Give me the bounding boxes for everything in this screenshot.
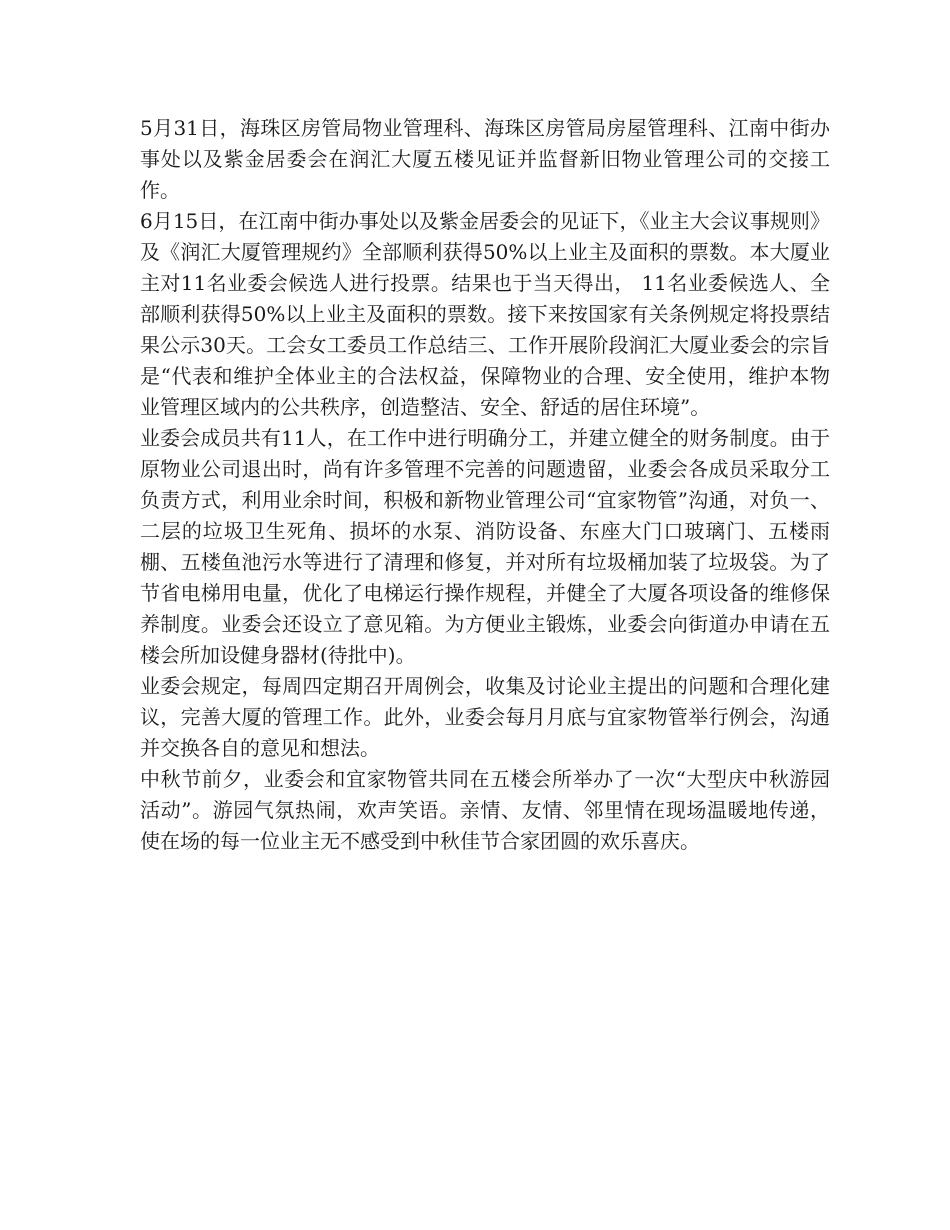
paragraph-committee-work: 业委会成员共有11人，在工作中进行明确分工，并建立健全的财务制度。由于原物业公司退出时，尚有许多管理不完善的问题遗留，业委会各成员采取分工负责方式，利用业余时间，积极和新物业管理公司“宜家物管”沟通，对负一、二层的垃圾卫生死角、损坏的水泵、消防设备、东座大门口玻璃门、五楼雨棚、五楼鱼池污水等进行了清理和修复，并对所有垃圾桶加装了垃圾袋。为了节省电梯用电量，优化了电梯运行操作规程，并健全了大厦各项设备的维修保养制度。业委会还设立了意见箱。为方便业主锻炼，业委会向街道办申请在五楼会所加设健身器材(待批中)。 (140, 426, 830, 667)
document-body (140, 113, 830, 857)
paragraph-mid-autumn: 中秋节前夕，业委会和宜家物管共同在五楼会所举办了一次“大型庆中秋游园活动”。游园气氛热闹，欢声笑语。亲情、友情、邻里情在现场温暖地传递，使在场的每一位业主无不感受到中秋佳节合家团圆的欢乐喜庆。 (140, 767, 830, 853)
paragraph-weekly-meeting: 业委会规定，每周四定期召开周例会，收集及讨论业主提出的问题和合理化建议，完善大厦的管理工作。此外，业委会每月月底与宜家物管举行例会，沟通并交换各自的意见和想法。 (140, 674, 830, 760)
paragraph-voting: 6月15日，在江南中街办事处以及紫金居委会的见证下，《业主大会议事规则》及《润汇大厦管理规约》全部顺利获得50%以上业主及面积的票数。本大厦业主对11名业委会候选人进行投票。结果也于当天得出， 11名业委候选人、全部顺利获得50%以上业主及面积的票数。接下来按国家有关条例规定将投票结果公示30天。工会女工委员工作总结三、工作开展阶段润汇大厦业委会的宗旨是“代表和维护全体业主的合法权益，保障物业的合理、安全使用，维护本物业管理区域内的公共秩序，创造整洁、安全、舒适的居住环境”。 (140, 209, 830, 419)
paragraph-handover: 5月31日，海珠区房管局物业管理科、海珠区房管局房屋管理科、江南中街办事处以及紫金居委会在润汇大厦五楼见证并监督新旧物业管理公司的交接工作。 (140, 116, 830, 202)
